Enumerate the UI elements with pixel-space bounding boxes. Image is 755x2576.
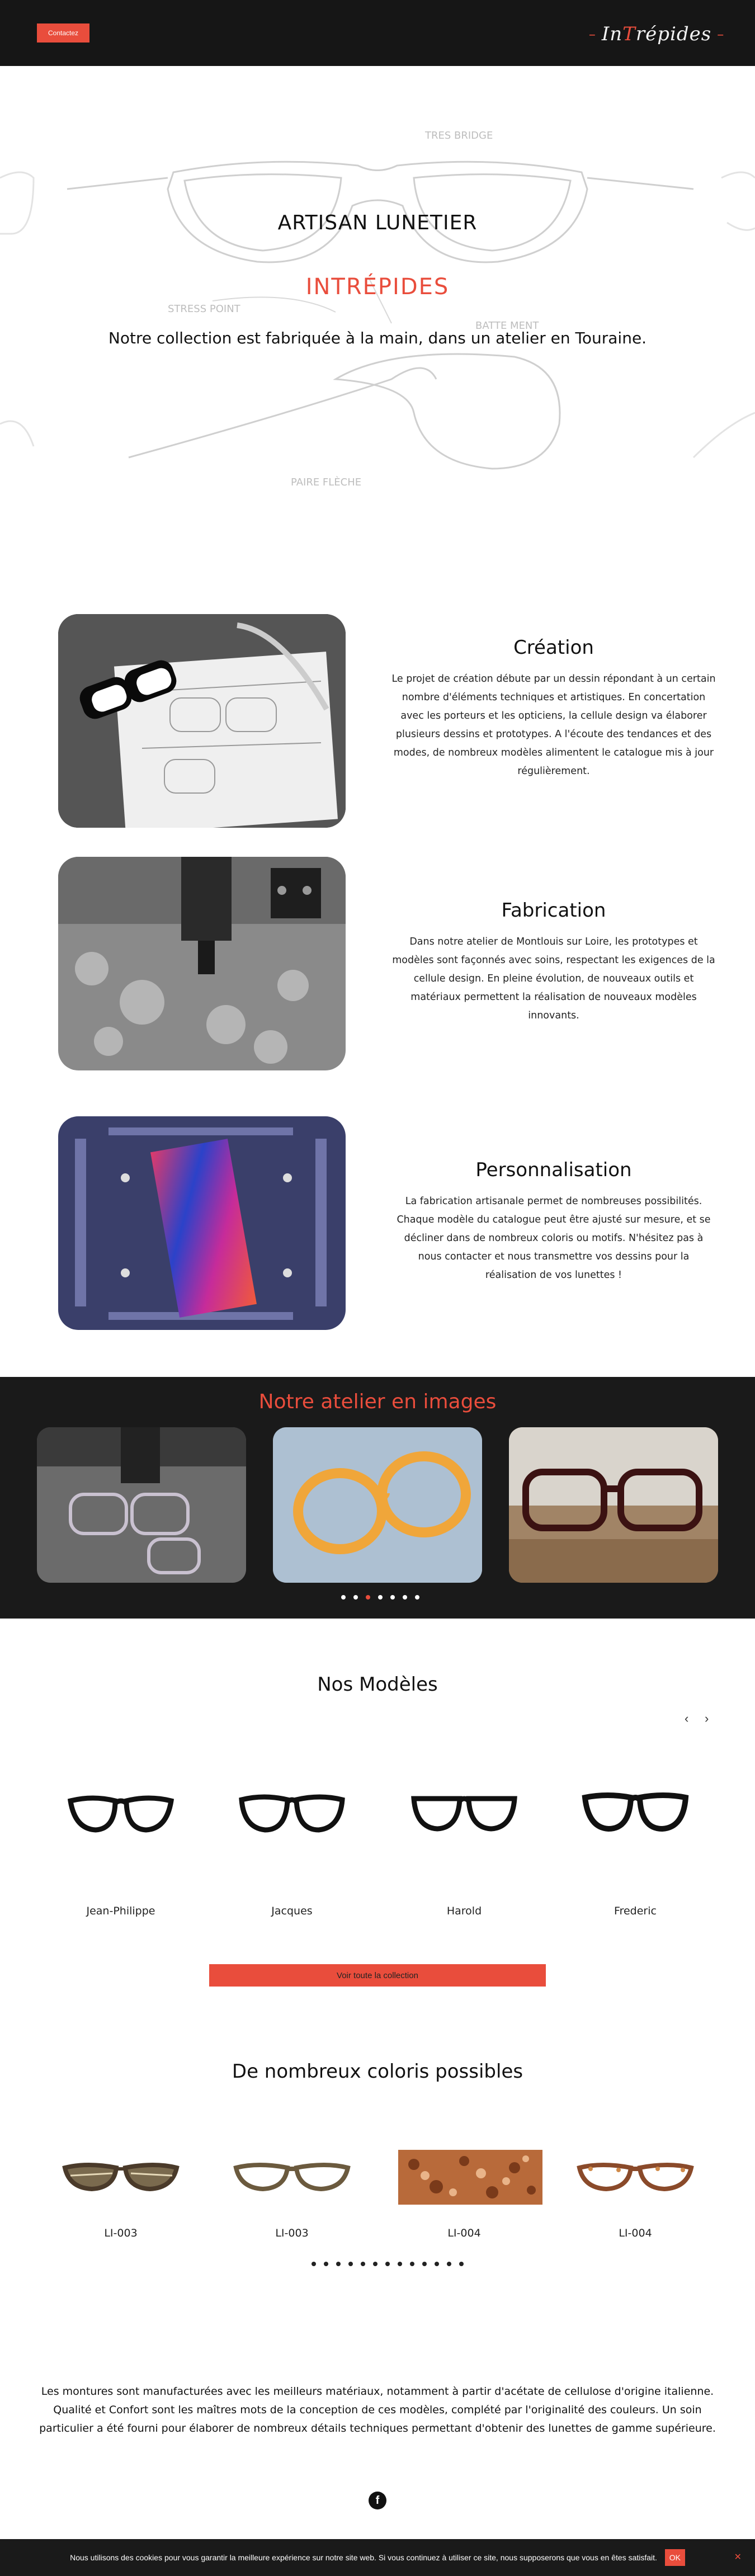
model-name: Harold xyxy=(446,1905,482,1917)
atelier-carousel-dots xyxy=(341,1595,419,1600)
fabrication-photo xyxy=(58,857,346,1070)
personnalisation-text-block xyxy=(391,1159,716,1285)
feature-fabrication xyxy=(0,857,755,1081)
site-logo[interactable] xyxy=(588,21,725,47)
carousel-dot[interactable] xyxy=(366,1595,370,1600)
carousel-dot[interactable] xyxy=(422,2262,427,2266)
personnalisation-description: La fabrication artisanale permet de nombreuses possibilités. Chaque modèle du catalogue peut être ajusté sur mesure, et se décliner dans de nombreux coloris ou motifs. N'hésitez pas à nous contacter et nous transmettre vos dessins pour la réalisation de vos lunettes ! xyxy=(397,1196,711,1281)
carousel-dot[interactable] xyxy=(378,1595,383,1600)
carousel-dot[interactable] xyxy=(336,2262,341,2266)
model-card-1[interactable] xyxy=(43,1784,199,1917)
carousel-dot[interactable] xyxy=(435,2262,439,2266)
fabrication-text-block xyxy=(391,899,716,1025)
model-card-3[interactable] xyxy=(386,1784,542,1917)
sketch-note-fleche: PAIRE FLÈCHE xyxy=(291,476,362,488)
sketch-note-stress: STRESS POINT xyxy=(168,303,240,315)
about-text: Les montures sont manufacturées avec les meilleurs matériaux, notamment à partir d'acétate de cellulose d'origine italienne. Qualité et Confort sont les maîtres mots de la conception de ces modèles, complété par l'originalité des couleurs. Un soin particulier a été fourni pour élaborer de nombreux détails techniques permettant d'obtenir des lunettes de gamme supérieure. xyxy=(39,2385,716,2435)
sketch-note-bridge: TRES BRIDGE xyxy=(425,130,493,141)
creation-text-block xyxy=(391,636,716,781)
coloris-glasses-image xyxy=(43,2136,199,2215)
coloris-card-1[interactable] xyxy=(43,2136,199,2239)
models-next-arrow[interactable]: › xyxy=(705,1711,709,1725)
fabrication-title: Fabrication xyxy=(501,899,606,922)
carousel-dot[interactable] xyxy=(353,1595,358,1600)
site-header xyxy=(0,0,755,66)
carousel-dot[interactable] xyxy=(385,2262,390,2266)
model-card-4[interactable] xyxy=(557,1784,714,1917)
coloris-title: De nombreux coloris possibles xyxy=(232,2060,523,2083)
carousel-dot[interactable] xyxy=(403,1595,407,1600)
models-title: Nos Modèles xyxy=(317,1673,438,1696)
carousel-dot[interactable] xyxy=(324,2262,328,2266)
carousel-dot[interactable] xyxy=(415,1595,419,1600)
atelier-image-2[interactable] xyxy=(273,1427,482,1583)
coloris-name: LI-004 xyxy=(619,2227,652,2239)
model-glasses-image xyxy=(65,1784,177,1838)
coloris-card-2[interactable] xyxy=(214,2136,370,2239)
coloris-name: LI-004 xyxy=(447,2227,481,2239)
facebook-icon[interactable]: f xyxy=(369,2492,386,2509)
contact-button[interactable]: Contactez xyxy=(37,23,89,43)
model-glasses-image xyxy=(408,1784,520,1838)
carousel-dot[interactable] xyxy=(312,2262,316,2266)
atelier-image-1[interactable] xyxy=(37,1427,246,1583)
personnalisation-photo xyxy=(58,1116,346,1330)
carousel-dot[interactable] xyxy=(361,2262,365,2266)
model-name: Frederic xyxy=(614,1905,657,1917)
atelier-image-3[interactable] xyxy=(509,1427,718,1583)
carousel-dot[interactable] xyxy=(373,2262,378,2266)
logo-dash-left: – xyxy=(588,26,596,42)
carousel-dot[interactable] xyxy=(341,1595,346,1600)
creation-description: Le projet de création débute par un dessin répondant à un certain nombre d'éléments techniques et artistiques. En concertation avec les porteurs et les opticiens, la cellule design va élaborer plusieurs dessins et prototypes. A l'écoute des tendances et des modes, de nombreux modèles alimentent le catalogue mis à jour régulièrement. xyxy=(391,673,716,777)
carousel-dot[interactable] xyxy=(459,2262,464,2266)
model-card-2[interactable] xyxy=(214,1784,370,1917)
carousel-dot[interactable] xyxy=(447,2262,451,2266)
coloris-glasses-image xyxy=(557,2136,714,2215)
model-name: Jacques xyxy=(271,1905,313,1917)
coloris-glasses-image xyxy=(214,2136,370,2215)
coloris-carousel-dots xyxy=(312,2262,464,2266)
logo-accent: T xyxy=(622,23,636,45)
cookie-close-icon[interactable]: ✕ xyxy=(734,2553,742,2562)
logo-suffix: répides xyxy=(635,23,712,45)
coloris-name: LI-003 xyxy=(275,2227,309,2239)
atelier-section xyxy=(0,1377,755,1619)
logo-dash-right: – xyxy=(717,26,725,42)
view-collection-button[interactable]: Voir toute la collection xyxy=(209,1964,546,1987)
cookie-text: Nous utilisons des cookies pour vous garantir la meilleure expérience sur notre site web. Si vous continuez à utiliser ce site, nous supposerons que vous en êtes satisfait. xyxy=(70,2553,657,2562)
creation-photo xyxy=(58,614,346,828)
carousel-dot[interactable] xyxy=(410,2262,414,2266)
atelier-title: Notre atelier en images xyxy=(258,1390,497,1413)
coloris-card-4[interactable] xyxy=(557,2136,714,2239)
fabrication-description: Dans notre atelier de Montlouis sur Loire, les prototypes et modèles sont façonnés avec soins, respectant les exigences de la cellule design. En pleine évolution, de nouveaux outils et matériaux permettent la réalisation de nouveaux modèles innovants. xyxy=(392,936,715,1021)
personnalisation-title: Personnalisation xyxy=(475,1159,632,1181)
coloris-name: LI-003 xyxy=(104,2227,138,2239)
model-name: Jean-Philippe xyxy=(86,1905,155,1917)
hero-tagline: Notre collection est fabriquée à la main, dans un atelier en Touraine. xyxy=(108,329,647,347)
sketch-note-batte: BATTE MENT xyxy=(475,320,539,332)
model-glasses-image xyxy=(236,1784,348,1838)
coloris-texture-image xyxy=(386,2136,542,2215)
logo-prefix: In xyxy=(601,23,623,45)
hero-subtitle: ARTISAN LUNETIER xyxy=(277,211,478,234)
hero-brand: INTRÉPIDES xyxy=(305,274,450,300)
cookie-banner xyxy=(0,2539,755,2576)
carousel-dot[interactable] xyxy=(390,1595,395,1600)
model-glasses-image xyxy=(579,1784,691,1838)
carousel-dot[interactable] xyxy=(398,2262,402,2266)
feature-personnalisation xyxy=(0,1116,755,1340)
carousel-dot[interactable] xyxy=(348,2262,353,2266)
hero-section xyxy=(0,66,755,502)
models-prev-arrow[interactable]: ‹ xyxy=(685,1711,689,1725)
creation-title: Création xyxy=(513,636,594,659)
cookie-ok-button[interactable]: OK xyxy=(665,2549,685,2566)
coloris-card-3[interactable] xyxy=(386,2136,542,2239)
feature-creation xyxy=(0,614,755,838)
